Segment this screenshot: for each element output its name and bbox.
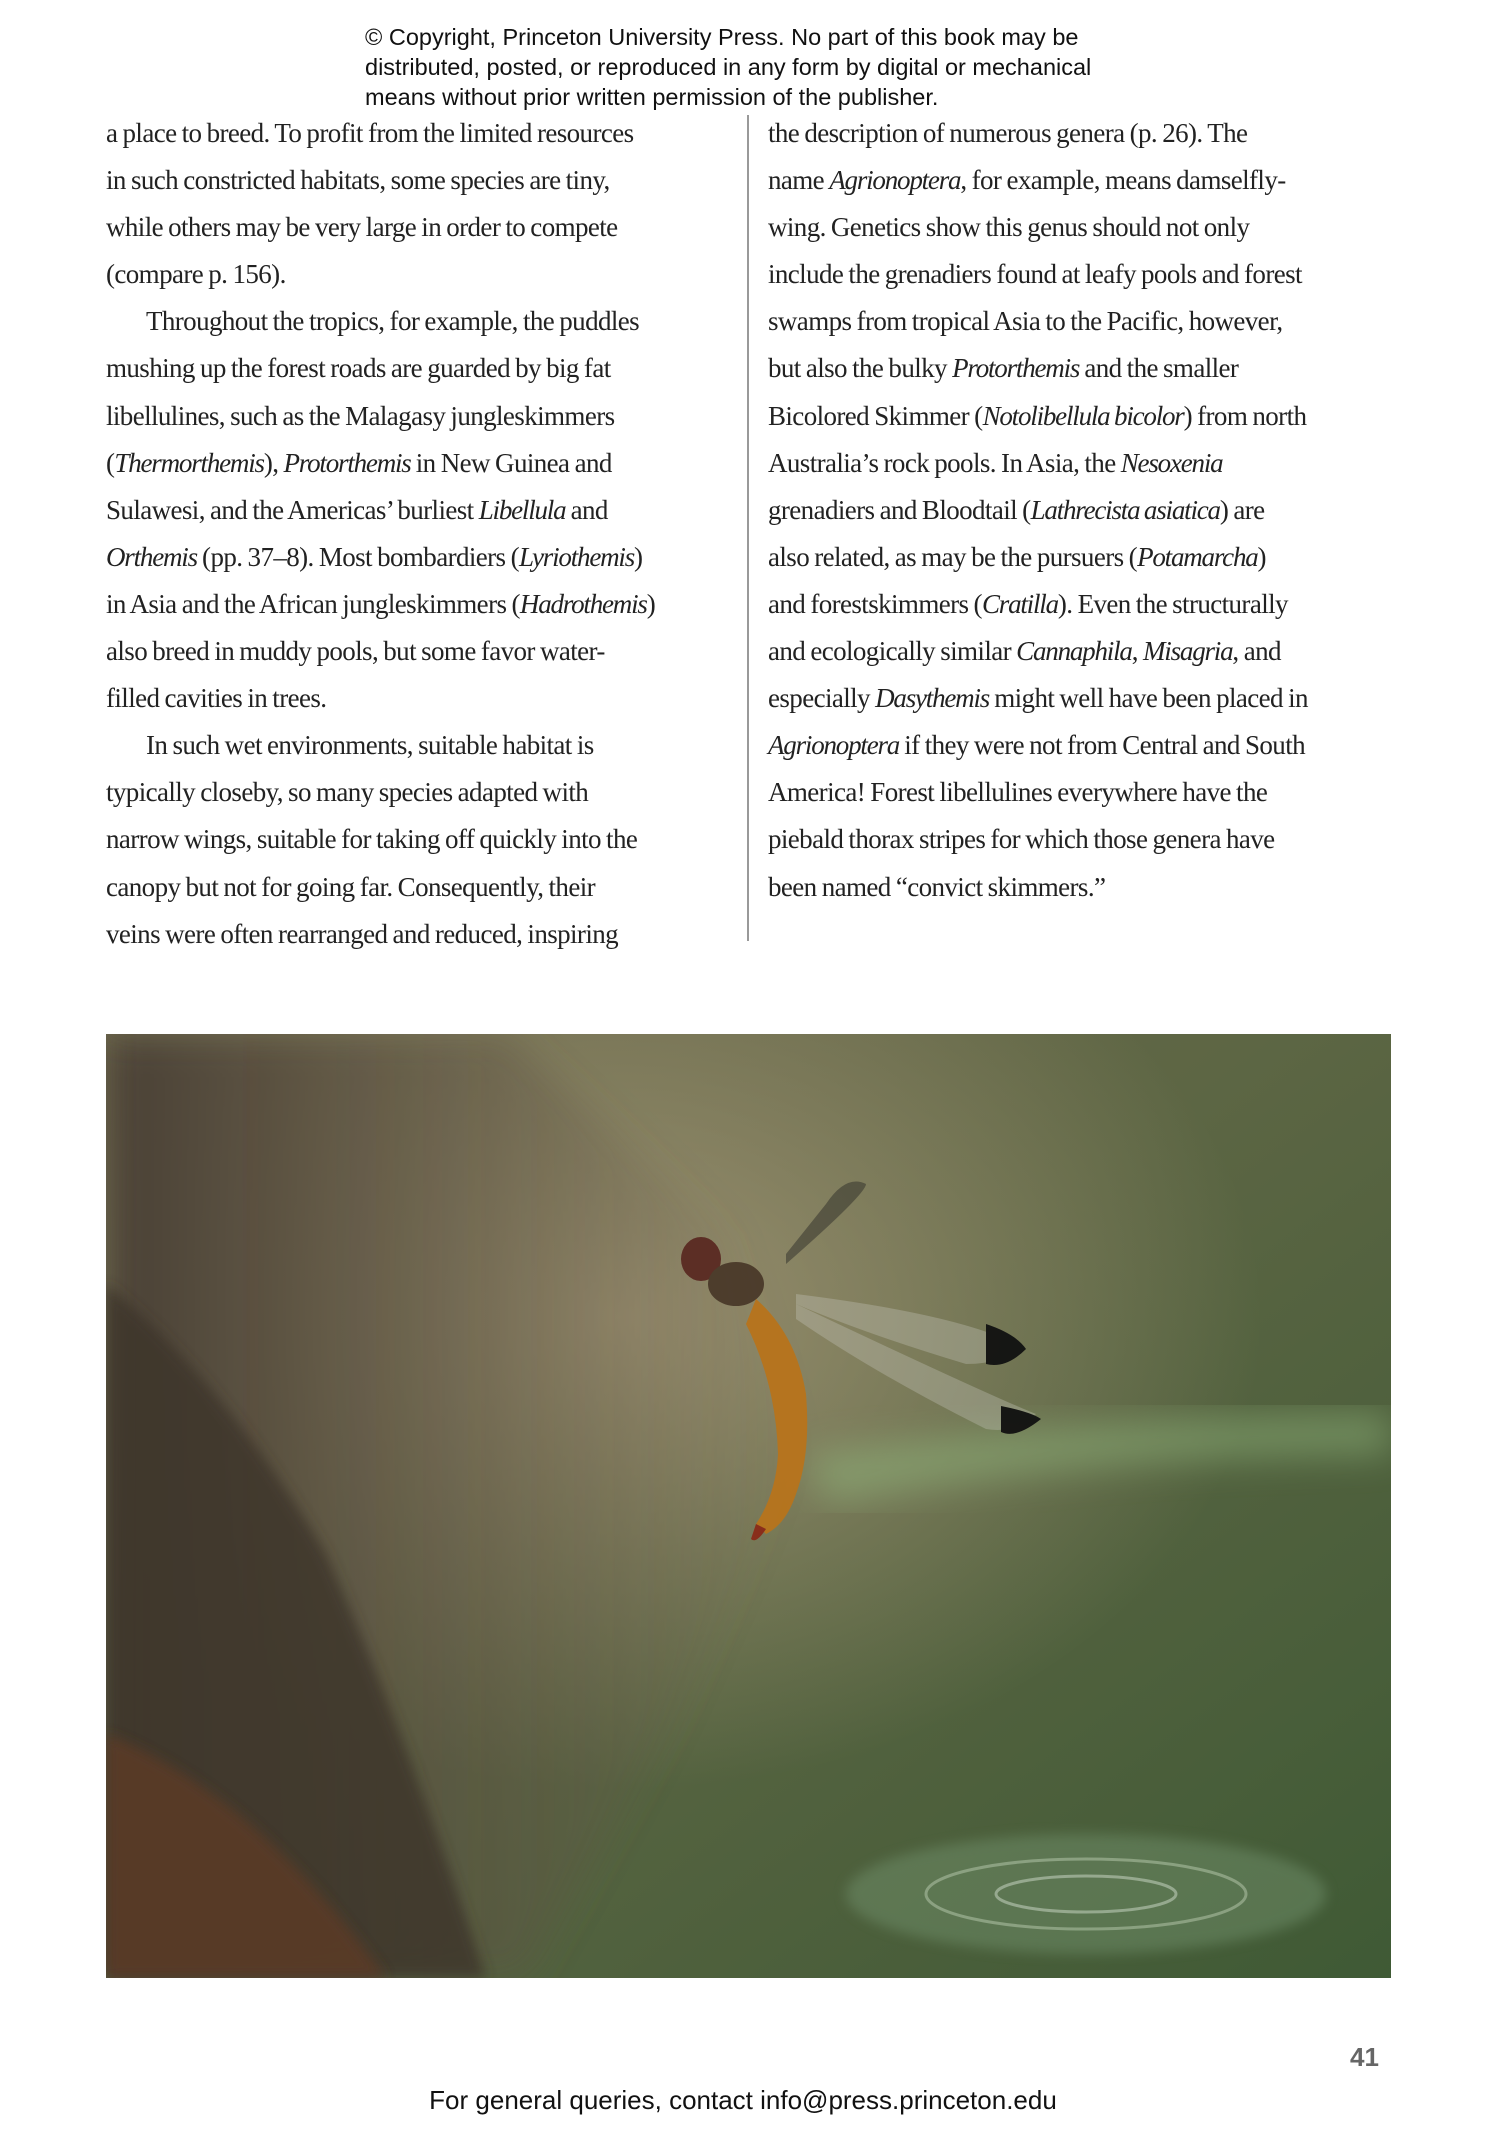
text-segment: and forestskimmers ( xyxy=(768,588,982,619)
text-line xyxy=(768,628,1398,675)
text-line xyxy=(106,298,726,345)
text-line xyxy=(768,581,1398,628)
text-line xyxy=(106,393,726,440)
text-line xyxy=(106,675,726,722)
text-line xyxy=(106,722,726,769)
italic-taxon-name: Cratilla xyxy=(981,588,1058,619)
text-segment: (compare p. 156). xyxy=(106,259,286,290)
italic-taxon-name: Agrionoptera xyxy=(768,730,900,761)
italic-taxon-name: Thermorthemis xyxy=(114,447,264,478)
page-number: 41 xyxy=(1350,2042,1379,2072)
text-segment: in such constricted habitats, some species are tiny, xyxy=(106,165,610,196)
text-line xyxy=(768,722,1398,769)
text-line xyxy=(106,628,726,675)
text-line xyxy=(768,204,1398,251)
text-segment: libellulines, such as the Malagasy jungleskimmers xyxy=(106,400,615,431)
text-segment: , and xyxy=(1232,636,1281,667)
text-segment: especially xyxy=(768,683,876,714)
italic-taxon-name: Cannaphila xyxy=(1016,636,1132,667)
text-line xyxy=(768,393,1398,440)
text-segment: ) xyxy=(646,588,656,619)
text-segment: , for example, means damselfly- xyxy=(960,165,1286,196)
text-segment: and xyxy=(565,494,608,525)
text-segment: swamps from tropical Asia to the Pacific, however, xyxy=(768,306,1283,337)
column-divider xyxy=(747,115,749,941)
text-segment: (pp. 37–8). Most bombardiers ( xyxy=(196,541,520,572)
copyright-notice xyxy=(365,22,1091,112)
text-segment: in New Guinea and xyxy=(410,447,612,478)
text-segment: In such wet environments, suitable habitat is xyxy=(146,730,594,761)
text-segment: Throughout the tropics, for example, the puddles xyxy=(146,306,640,337)
text-line xyxy=(768,816,1398,863)
text-segment: name xyxy=(768,165,830,196)
italic-taxon-name: Dasythemis xyxy=(875,683,990,714)
text-segment: ) from north xyxy=(1183,400,1307,431)
italic-taxon-name: Potamarcha xyxy=(1137,541,1258,572)
text-line xyxy=(768,345,1398,392)
italic-taxon-name: Libellula xyxy=(478,494,566,525)
text-segment: Sulawesi, and the Americas’ burliest xyxy=(106,494,479,525)
text-segment: and the smaller xyxy=(1079,353,1239,384)
text-line xyxy=(106,110,726,157)
italic-taxon-name: Lyriothemis xyxy=(519,541,635,572)
text-line xyxy=(768,440,1398,487)
text-line xyxy=(106,251,726,298)
text-line xyxy=(106,487,726,534)
text-segment: grenadiers and Bloodtail ( xyxy=(768,494,1031,525)
text-segment: , xyxy=(1131,636,1143,667)
text-line xyxy=(768,251,1398,298)
text-segment: the description of numerous genera (p. 26). The xyxy=(768,118,1248,148)
text-segment: ) xyxy=(634,541,643,572)
text-segment: and ecologically similar xyxy=(768,636,1017,667)
text-segment: ) xyxy=(1257,541,1266,572)
copyright-line: distributed, posted, or reproduced in any form by digital or mechanical xyxy=(365,54,1092,80)
text-line xyxy=(106,864,726,911)
text-line xyxy=(768,864,1398,911)
text-line xyxy=(106,534,726,581)
text-segment: a place to breed. To profit from the limited resources xyxy=(106,118,634,148)
text-line xyxy=(106,440,726,487)
text-line xyxy=(768,157,1398,204)
left-text-column xyxy=(106,110,726,958)
italic-taxon-name: Misagria xyxy=(1143,636,1233,667)
text-segment: wing. Genetics show this genus should not only xyxy=(768,212,1250,243)
text-segment: if they were not from Central and South xyxy=(899,730,1306,761)
copyright-line: © Copyright, Princeton University Press. No part of this book may be xyxy=(365,24,1079,50)
text-segment: might well have been placed in xyxy=(989,683,1308,714)
italic-taxon-name: Lathrecista asiatica xyxy=(1030,494,1220,525)
text-segment: mushing up the forest roads are guarded by big fat xyxy=(106,353,611,384)
text-line xyxy=(106,769,726,816)
text-segment: ) are xyxy=(1219,494,1265,525)
text-segment: Australia’s rock pools. In Asia, the xyxy=(768,447,1121,478)
text-line xyxy=(768,110,1398,157)
text-segment: canopy but not for going far. Consequently, their xyxy=(106,871,595,902)
text-segment: but also the bulky xyxy=(768,353,953,384)
text-line xyxy=(106,204,726,251)
text-segment: ( xyxy=(106,447,115,478)
text-line xyxy=(106,911,726,958)
text-segment: piebald thorax stripes for which those genera have xyxy=(768,824,1275,855)
text-segment: ), xyxy=(263,447,284,478)
text-segment: narrow wings, suitable for taking off quickly into the xyxy=(106,824,638,855)
text-line xyxy=(106,345,726,392)
italic-taxon-name: Notolibellula bicolor xyxy=(982,400,1184,431)
footer-contact: For general queries, contact info@press.princeton.edu xyxy=(429,2085,1057,2115)
text-line xyxy=(768,769,1398,816)
text-segment: include the grenadiers found at leafy pools and forest xyxy=(768,259,1302,290)
text-segment: typically closeby, so many species adapted with xyxy=(106,777,589,808)
text-segment: while others may be very large in order to compete xyxy=(106,212,618,243)
italic-taxon-name: Nesoxenia xyxy=(1120,447,1223,478)
italic-taxon-name: Agrionoptera xyxy=(829,165,961,196)
text-line xyxy=(768,675,1398,722)
text-line xyxy=(768,487,1398,534)
text-line xyxy=(106,581,726,628)
text-line xyxy=(106,157,726,204)
dragonfly-photo xyxy=(106,1034,1391,1978)
text-segment: veins were often rearranged and reduced, inspiring xyxy=(106,918,619,949)
italic-taxon-name: Hadrothemis xyxy=(519,588,647,619)
text-line xyxy=(768,534,1398,581)
text-segment: filled cavities in trees. xyxy=(106,683,327,714)
text-line xyxy=(768,298,1398,345)
text-segment: Bicolored Skimmer ( xyxy=(768,400,983,431)
text-segment: also breed in muddy pools, but some favor water- xyxy=(106,636,605,667)
text-segment: been named “convict skimmers.” xyxy=(768,871,1106,902)
text-segment: in Asia and the African jungleskimmers ( xyxy=(106,588,520,619)
italic-taxon-name: Protorthemis xyxy=(283,447,411,478)
right-text-column xyxy=(768,110,1398,911)
text-segment: ). Even the structurally xyxy=(1057,588,1288,619)
italic-taxon-name: Protorthemis xyxy=(952,353,1080,384)
text-line xyxy=(106,816,726,863)
text-segment: also related, as may be the pursuers ( xyxy=(768,541,1138,572)
text-segment: America! Forest libellulines everywhere have the xyxy=(768,777,1268,808)
italic-taxon-name: Orthemis xyxy=(106,541,197,572)
copyright-line: means without prior written permission of the publisher. xyxy=(365,84,939,110)
